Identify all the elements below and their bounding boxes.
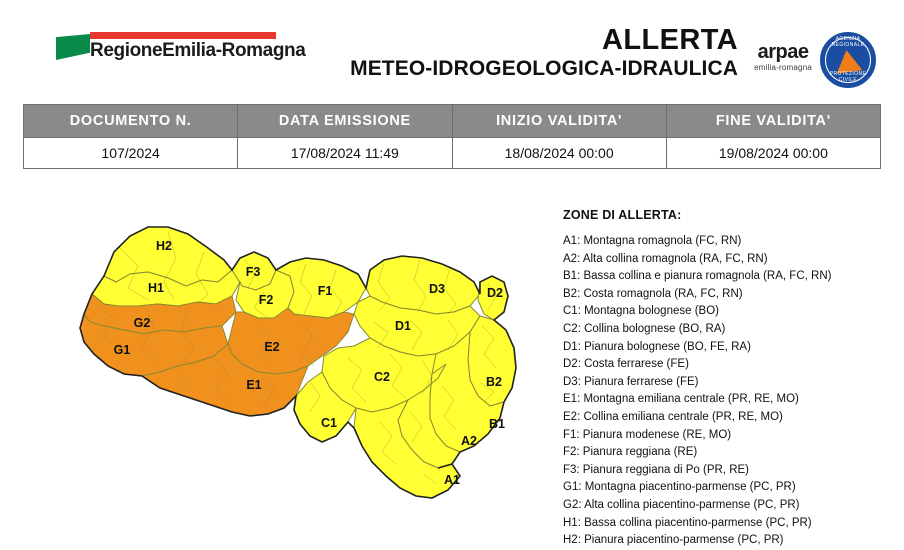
table-cell-inizio-validita: 18/08/2024 00:00 <box>452 138 666 169</box>
table-header-fine-validita: FINE VALIDITA' <box>666 105 880 138</box>
legend-title: ZONE DI ALLERTA: <box>563 208 682 222</box>
region-logo <box>28 30 306 78</box>
pc-logo-bottom-text: PROTEZIONE CIVILE <box>829 71 867 83</box>
legend-item-D2: D2: Costa ferrarese (FE) <box>563 358 689 371</box>
legend-item-A1: A1: Montagna romagnola (FC, RN) <box>563 235 742 247</box>
arpae-logo-name: arpae <box>757 41 809 63</box>
map-label-A2: A2 <box>461 434 477 448</box>
legend-item-E2: E2: Collina emiliana centrale (PR, RE, MO) <box>563 410 783 423</box>
table-cell-data-emissione: 17/08/2024 11:49 <box>238 138 452 169</box>
map-label-H2: H2 <box>156 239 172 253</box>
legend-item-F1: F1: Pianura modenese (RE, MO) <box>563 428 732 441</box>
map-label-C2: C2 <box>374 370 390 384</box>
legend-item-H2: H2: Pianura piacentino-parmense (PC, PR) <box>563 534 784 547</box>
table-header-data-emissione: DATA EMISSIONE <box>238 105 452 138</box>
legend-item-G2: G2: Alta collina piacentino-parmense (PC, PR) <box>563 498 800 511</box>
pc-logo-triangle-icon <box>834 48 863 73</box>
map-label-H1: H1 <box>148 281 164 295</box>
map-label-B2: B2 <box>486 375 502 389</box>
map-label-F2: F2 <box>258 293 274 307</box>
legend-panel <box>563 208 893 550</box>
legend-item-H1: H1: Bassa collina piacentino-parmense (PC, PR) <box>563 516 812 529</box>
region-logo-red-bar <box>90 32 276 39</box>
protezione-civile-logo-icon <box>820 32 876 88</box>
map-svg <box>18 196 558 526</box>
legend-item-C1: C1: Montagna bolognese (BO) <box>563 305 719 318</box>
legend-item-A2: A2: Alta collina romagnola (RA, FC, RN) <box>563 252 768 265</box>
table-cell-fine-validita: 19/08/2024 00:00 <box>666 138 880 169</box>
table-header-documento: DOCUMENTO N. <box>24 105 238 138</box>
map-label-D3: D3 <box>429 282 445 296</box>
legend-item-B1: B1: Bassa collina e pianura romagnola (RA, FC, RN) <box>563 270 832 283</box>
map-label-F3: F3 <box>245 265 261 279</box>
document-info-table <box>23 104 881 169</box>
region-logo-green-flag-icon <box>56 34 90 60</box>
legend-item-F3: F3: Pianura reggiana di Po (PR, RE) <box>563 463 750 476</box>
title-subtitle: METEO-IDROGEOLOGICA-IDRAULICA <box>350 57 738 80</box>
region-logo-text: RegioneEmilia-Romagna <box>90 40 306 61</box>
map-label-F1: F1 <box>317 284 333 298</box>
page-title <box>350 24 738 82</box>
legend-item-G1: G1: Montagna piacentino-parmense (PC, PR) <box>563 481 796 494</box>
map-label-D2: D2 <box>487 286 503 300</box>
title-main: ALLERTA <box>602 24 738 56</box>
map-label-A1: A1 <box>444 473 460 487</box>
legend-item-D1: D1: Pianura bolognese (BO, FE, RA) <box>563 340 751 353</box>
legend-item-F2: F2: Pianura reggiana (RE) <box>563 446 698 459</box>
table-cell-documento: 107/2024 <box>24 138 238 169</box>
page-header <box>0 0 904 96</box>
table-header-row <box>24 105 881 138</box>
table-header-inizio-validita: INIZIO VALIDITA' <box>452 105 666 138</box>
legend-item-B2: B2: Costa romagnola (RA, FC, RN) <box>563 287 743 300</box>
map-label-D1: D1 <box>395 319 411 333</box>
map-zone-H2[interactable] <box>104 227 232 286</box>
alert-zones-map <box>18 196 558 526</box>
map-label-G1: G1 <box>113 343 131 357</box>
map-label-E2: E2 <box>264 340 280 354</box>
arpae-logo <box>754 42 812 72</box>
arpae-logo-subtitle: emilia-romagna <box>754 63 812 72</box>
legend-item-C2: C2: Collina bolognese (BO, RA) <box>563 322 726 335</box>
map-label-B1: B1 <box>489 417 505 431</box>
legend-item-D3: D3: Pianura ferrarese (FE) <box>563 375 699 388</box>
legend-item-E1: E1: Montagna emiliana centrale (PR, RE, MO) <box>563 393 799 406</box>
map-label-E1: E1 <box>246 378 262 392</box>
map-label-G2: G2 <box>133 316 151 330</box>
table-row <box>24 138 881 169</box>
pc-logo-top-text: AGENZIA REGIONALE <box>831 36 865 48</box>
map-label-C1: C1 <box>321 416 337 430</box>
